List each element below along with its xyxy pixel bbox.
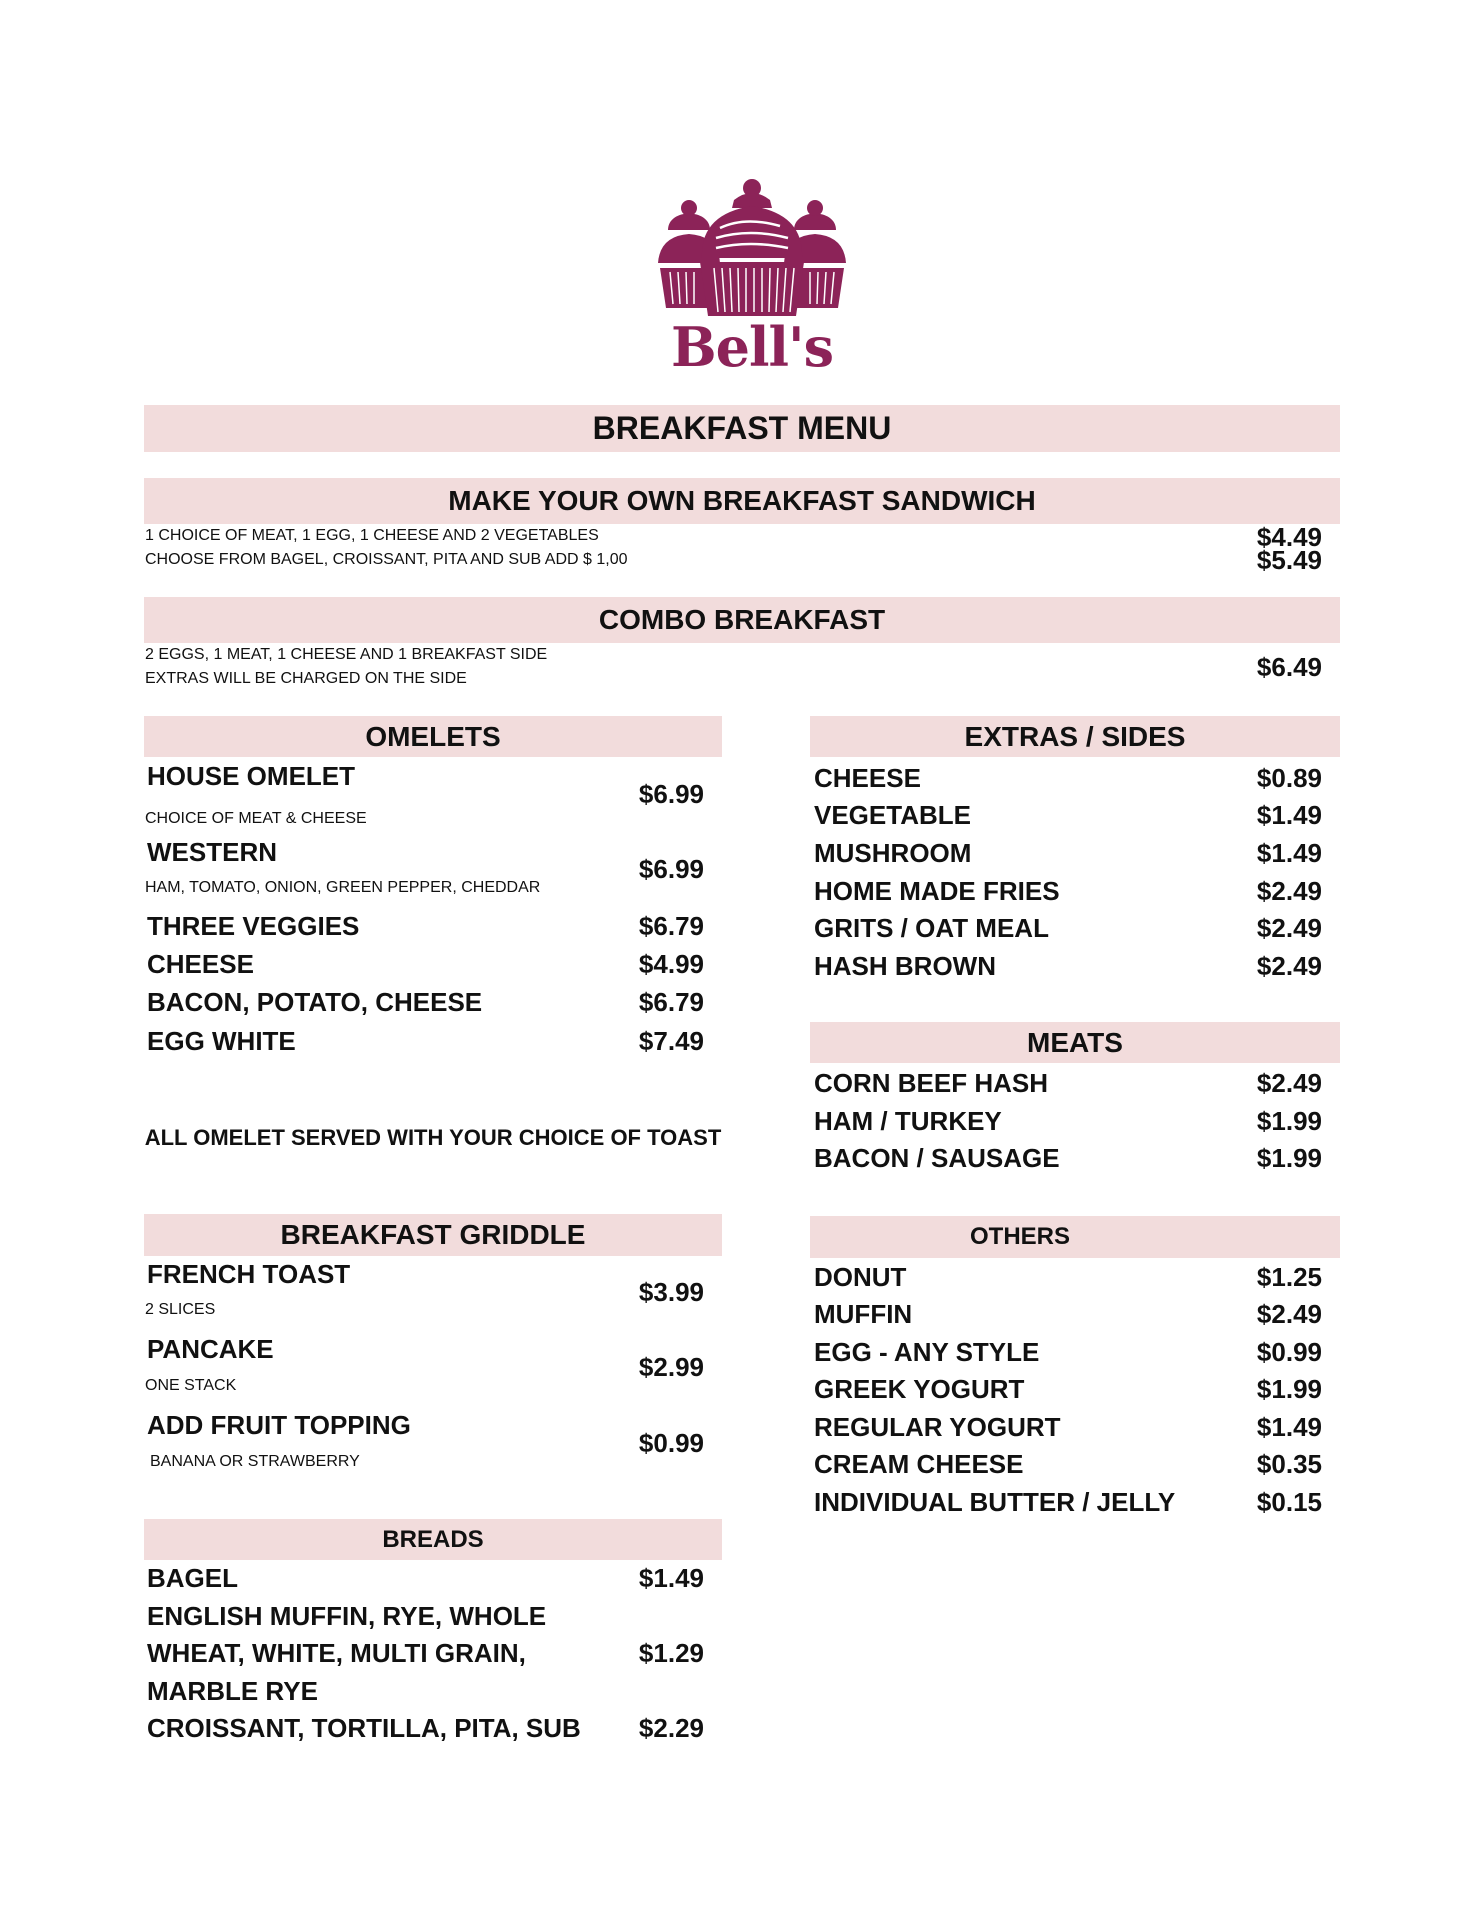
omelet-item-price: $7.49 xyxy=(638,1026,704,1056)
breads-item-price: $2.29 xyxy=(638,1713,704,1743)
meats-header-band xyxy=(810,1022,1340,1063)
cupcakes-icon xyxy=(650,178,854,318)
sandwich-price-1: $4.49 xyxy=(1256,522,1322,552)
extras-item-price: $1.49 xyxy=(1256,800,1322,830)
breads-item-name: BAGEL xyxy=(147,1563,238,1593)
meats-item-price: $1.99 xyxy=(1256,1143,1322,1173)
others-item-price: $1.99 xyxy=(1256,1374,1322,1404)
breads-item-name-line: WHEAT, WHITE, MULTI GRAIN, xyxy=(147,1638,526,1668)
breads-item-name-line: ENGLISH MUFFIN, RYE, WHOLE xyxy=(147,1601,547,1631)
omelets-section-title: OMELETS xyxy=(365,720,501,752)
extras-item-name: CHEESE xyxy=(814,763,921,793)
others-item-name: REGULAR YOGURT xyxy=(814,1412,1061,1442)
page-title: BREAKFAST MENU xyxy=(592,410,892,446)
meats-item-price: $1.99 xyxy=(1256,1106,1322,1136)
omelet-item-price: $6.79 xyxy=(638,987,704,1017)
others-item-price: $0.15 xyxy=(1256,1487,1322,1517)
extras-section-title: EXTRAS / SIDES xyxy=(964,720,1186,752)
griddle-item-desc: 2 SLICES xyxy=(145,1301,216,1318)
griddle-item-desc: ONE STACK xyxy=(145,1377,237,1394)
others-item-price: $2.49 xyxy=(1256,1299,1322,1329)
extras-item-name: HASH BROWN xyxy=(814,951,996,981)
extras-item-name: VEGETABLE xyxy=(814,800,971,830)
breads-item-price: $1.49 xyxy=(638,1563,704,1593)
others-item-price: $1.25 xyxy=(1256,1262,1322,1292)
griddle-item-price: $2.99 xyxy=(638,1352,704,1382)
omelet-item-desc: CHOICE OF MEAT & CHEESE xyxy=(145,810,367,827)
extras-header-band xyxy=(810,716,1340,757)
others-item-price: $1.49 xyxy=(1256,1412,1322,1442)
others-item-name: DONUT xyxy=(814,1262,907,1292)
griddle-item-name: ADD FRUIT TOPPING xyxy=(147,1410,411,1440)
extras-item-price: $2.49 xyxy=(1256,913,1322,943)
others-item-price: $0.99 xyxy=(1256,1337,1322,1367)
meats-item-price: $2.49 xyxy=(1256,1068,1322,1098)
griddle-header-band xyxy=(144,1214,722,1256)
meats-item-name: BACON / SAUSAGE xyxy=(814,1143,1060,1173)
others-item-name: EGG - ANY STYLE xyxy=(814,1337,1040,1367)
omelet-item-price: $4.99 xyxy=(638,949,704,979)
logo-wordmark: Bell's xyxy=(671,315,833,379)
sandwich-price-2: $5.49 xyxy=(1256,545,1322,575)
omelet-item-name: WESTERN xyxy=(147,837,277,867)
omelet-item-price: $6.99 xyxy=(638,854,704,884)
griddle-item-name: FRENCH TOAST xyxy=(147,1259,351,1289)
others-header-band xyxy=(810,1216,1340,1258)
combo-desc-line2: EXTRAS WILL BE CHARGED ON THE SIDE xyxy=(145,670,467,687)
others-section-title: OTHERS xyxy=(969,1223,1070,1250)
logo xyxy=(650,178,854,379)
omelet-item-desc: HAM, TOMATO, ONION, GREEN PEPPER, CHEDDAR xyxy=(145,879,541,896)
griddle-item-desc: BANANA OR STRAWBERRY xyxy=(150,1453,360,1470)
others-item-price: $0.35 xyxy=(1256,1449,1322,1479)
meats-item-name: CORN BEEF HASH xyxy=(814,1068,1049,1098)
extras-item-price: $2.49 xyxy=(1256,876,1322,906)
omelet-item-price: $6.99 xyxy=(638,779,704,809)
omelet-item-name: CHEESE xyxy=(147,949,254,979)
others-item-name: GREEK YOGURT xyxy=(814,1374,1025,1404)
menu-title-band xyxy=(144,405,1340,452)
extras-item-price: $2.49 xyxy=(1256,951,1322,981)
sandwich-desc-line1: 1 CHOICE OF MEAT, 1 EGG, 1 CHEESE AND 2 VEGETABLES xyxy=(145,527,599,544)
breads-item-name-line: MARBLE RYE xyxy=(147,1676,318,1706)
combo-section-title: COMBO BREAKFAST xyxy=(598,604,886,635)
others-item-name: CREAM CHEESE xyxy=(814,1449,1024,1479)
omelet-item-name: HOUSE OMELET xyxy=(147,761,356,791)
extras-item-name: MUSHROOM xyxy=(814,838,972,868)
sandwich-header-band xyxy=(144,478,1340,524)
meats-item-name: HAM / TURKEY xyxy=(814,1106,1002,1136)
omelet-item-name: EGG WHITE xyxy=(147,1026,296,1056)
omelets-header-band xyxy=(144,716,722,757)
griddle-section-title: BREAKFAST GRIDDLE xyxy=(280,1219,586,1250)
sandwich-section-title: MAKE YOUR OWN BREAKFAST SANDWICH xyxy=(448,485,1036,516)
others-item-name: INDIVIDUAL BUTTER / JELLY xyxy=(814,1487,1176,1517)
extras-item-name: GRITS / OAT MEAL xyxy=(814,913,1049,943)
omelet-item-price: $6.79 xyxy=(638,911,704,941)
combo-desc-line1: 2 EGGS, 1 MEAT, 1 CHEESE AND 1 BREAKFAST SIDE xyxy=(145,646,548,663)
combo-price: $6.49 xyxy=(1256,652,1322,682)
combo-header-band xyxy=(144,597,1340,643)
others-item-name: MUFFIN xyxy=(814,1299,913,1329)
omelet-item-name: BACON, POTATO, CHEESE xyxy=(147,987,483,1017)
extras-item-price: $1.49 xyxy=(1256,838,1322,868)
griddle-item-price: $0.99 xyxy=(638,1428,704,1458)
omelets-note: ALL OMELET SERVED WITH YOUR CHOICE OF TOAST xyxy=(144,1125,722,1150)
extras-item-price: $0.89 xyxy=(1256,763,1322,793)
breads-item-price: $1.29 xyxy=(638,1638,704,1668)
extras-item-name: HOME MADE FRIES xyxy=(814,876,1060,906)
griddle-item-name: PANCAKE xyxy=(147,1334,274,1364)
breads-item-name: CROISSANT, TORTILLA, PITA, SUB xyxy=(147,1713,581,1743)
omelet-item-name: THREE VEGGIES xyxy=(147,911,360,941)
breads-header-band xyxy=(144,1519,722,1560)
meats-section-title: MEATS xyxy=(1027,1026,1123,1058)
griddle-item-price: $3.99 xyxy=(638,1277,704,1307)
sandwich-desc-line2: CHOOSE FROM BAGEL, CROISSANT, PITA AND SUB ADD $ 1,00 xyxy=(145,551,628,568)
breads-section-title: BREADS xyxy=(382,1525,484,1553)
